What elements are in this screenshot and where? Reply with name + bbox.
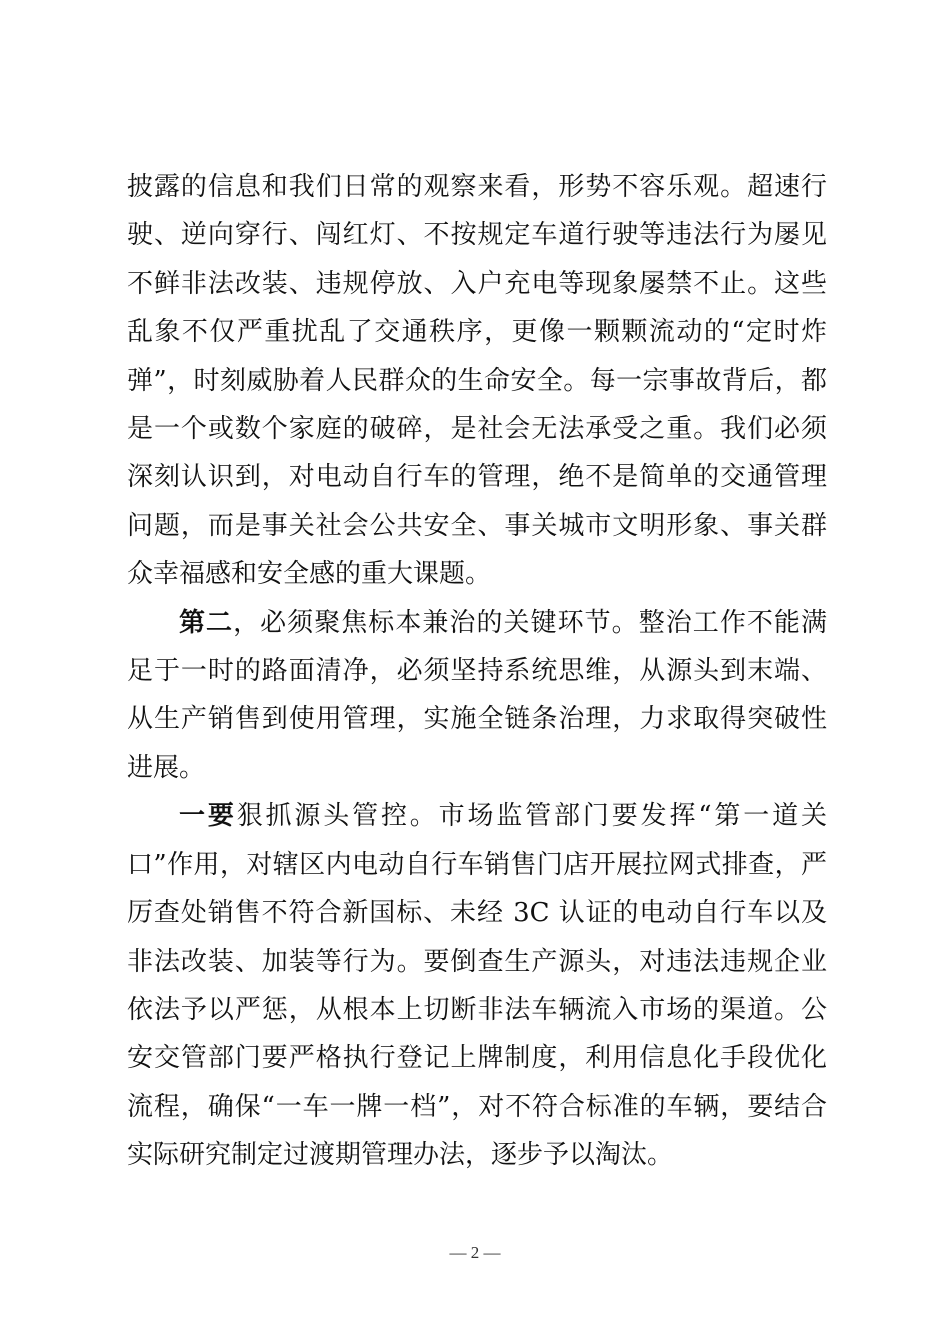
paragraph-lead: 一要 [179,801,237,832]
paragraph-text: ，必须聚焦标本兼治的关键环节。整治工作不能满足于一时的路面清净，必须坚持系统思维，从源头到末端、从生产销售到使用管理，实施全链条治理，力求取得突破性进展。 [127,607,827,783]
paragraph-text: 狠抓源头管控。市场监管部门要发挥“第一道关口”作用，对辖区内电动自行车销售门店开展拉网式排查，严厉查处销售不符合新国标、未经 3C 认证的电动自行车以及非法改装、加装等行为。要倒查生产源头，对违法违规企业依法予以严惩，从根本上切断非法车辆流入市场的渠道。公安交管部门要严格执行登记上牌制度，利用信息化手段优化流程，确保“一车一牌一档”，对不符合标准的车辆，要结合实际研究制定过渡期管理办法，逐步予以淘汰。 [127,801,827,1171]
page-number: — 2 — [449,1243,501,1262]
paragraph-second [127,599,827,793]
paragraph-text: 披露的信息和我们日常的观察来看，形势不容乐观。超速行驶、逆向穿行、闯红灯、不按规定车道行驶等违法行为屡见不鲜非法改装、违规停放、入户充电等现象屡禁不止。这些乱象不仅严重扰乱了交通秩序，更像一颗颗流动的“定时炸弹”，时刻威胁着人民群众的生命安全。每一宗事故背后，都是一个或数个家庭的破碎，是社会无法承受之重。我们必须深刻认识到，对电动自行车的管理，绝不是简单的交通管理问题，而是事关社会公共安全、事关城市文明形象、事关群众幸福感和安全感的重大课题。 [127,172,827,590]
document-body [127,163,827,1180]
paragraph-lead: 第二 [179,607,234,638]
paragraph-continuation [127,163,827,599]
paragraph-first-point [127,792,827,1179]
